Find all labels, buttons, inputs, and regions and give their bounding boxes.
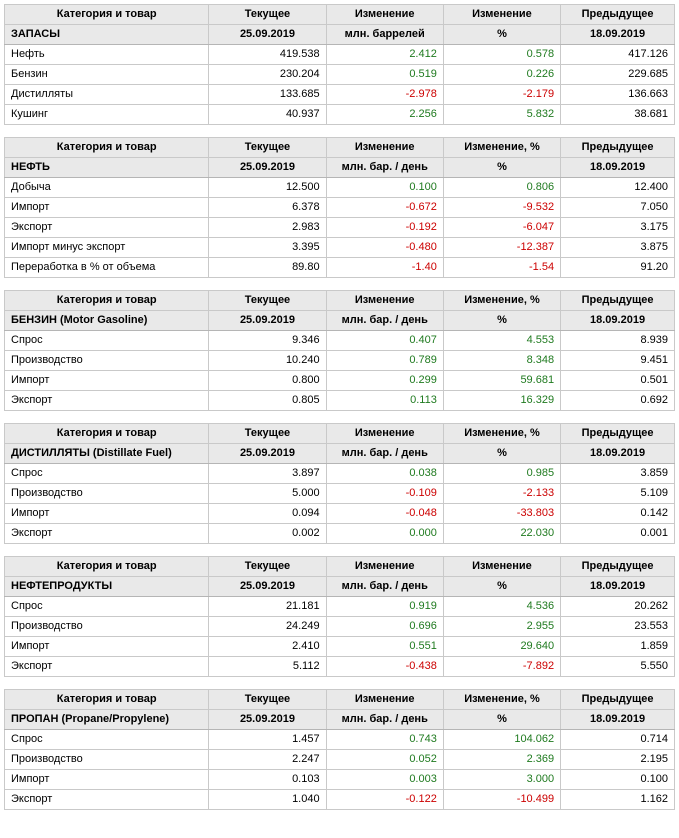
data-cell: 1.162 [561, 790, 675, 810]
subheader-cell: 25.09.2019 [209, 577, 326, 597]
data-cell: 38.681 [561, 105, 675, 125]
data-cell: -0.480 [326, 238, 443, 258]
column-header: Изменение [326, 690, 443, 710]
column-header: Изменение [326, 424, 443, 444]
row-label: Спрос [5, 331, 209, 351]
data-cell: 0.002 [209, 524, 326, 544]
column-header: Текущее [209, 690, 326, 710]
row-label: Дистилляты [5, 85, 209, 105]
row-label: Импорт [5, 371, 209, 391]
data-cell: 3.897 [209, 464, 326, 484]
table-header-row [5, 424, 675, 444]
row-label: Производство [5, 484, 209, 504]
data-cell: 5.832 [443, 105, 560, 125]
subheader-cell: млн. бар. / день [326, 158, 443, 178]
row-label: Экспорт [5, 218, 209, 238]
table-row [5, 657, 675, 677]
table-row [5, 178, 675, 198]
column-header: Категория и товар [5, 138, 209, 158]
table-subheader-row [5, 577, 675, 597]
row-label: Импорт [5, 637, 209, 657]
column-header: Предыдущее [561, 690, 675, 710]
row-label: Импорт [5, 198, 209, 218]
subheader-cell: % [443, 158, 560, 178]
table-row [5, 464, 675, 484]
subheader-cell: млн. бар. / день [326, 710, 443, 730]
table-header-row [5, 690, 675, 710]
data-cell: 24.249 [209, 617, 326, 637]
data-cell: 0.519 [326, 65, 443, 85]
table-row [5, 198, 675, 218]
column-header: Изменение, % [443, 138, 560, 158]
subheader-cell: 25.09.2019 [209, 710, 326, 730]
subheader-cell: 25.09.2019 [209, 25, 326, 45]
data-cell: 104.062 [443, 730, 560, 750]
data-cell: 20.262 [561, 597, 675, 617]
subheader-cell: % [443, 25, 560, 45]
data-cell: 0.299 [326, 371, 443, 391]
table-header-row [5, 138, 675, 158]
data-cell: 12.400 [561, 178, 675, 198]
table-header-row [5, 291, 675, 311]
data-cell: -0.672 [326, 198, 443, 218]
data-cell: 0.000 [326, 524, 443, 544]
data-cell: -0.109 [326, 484, 443, 504]
row-label: Экспорт [5, 391, 209, 411]
row-label: Спрос [5, 730, 209, 750]
data-cell: 22.030 [443, 524, 560, 544]
data-cell: -2.179 [443, 85, 560, 105]
data-cell: -2.978 [326, 85, 443, 105]
subheader-cell: млн. бар. / день [326, 577, 443, 597]
data-cell: 0.714 [561, 730, 675, 750]
data-cell: -0.438 [326, 657, 443, 677]
column-header: Предыдущее [561, 138, 675, 158]
subheader-cell: 18.09.2019 [561, 311, 675, 331]
data-cell: 136.663 [561, 85, 675, 105]
data-cell: -6.047 [443, 218, 560, 238]
data-cell: 16.329 [443, 391, 560, 411]
data-cell: 0.985 [443, 464, 560, 484]
data-cell: 417.126 [561, 45, 675, 65]
table-row [5, 238, 675, 258]
data-cell: 29.640 [443, 637, 560, 657]
table-row [5, 484, 675, 504]
table-subheader-row [5, 710, 675, 730]
data-cell: 5.109 [561, 484, 675, 504]
data-cell: 10.240 [209, 351, 326, 371]
data-cell: 9.451 [561, 351, 675, 371]
data-cell: 2.247 [209, 750, 326, 770]
table-header-row [5, 557, 675, 577]
row-label: Переработка в % от объема [5, 258, 209, 278]
subheader-cell: млн. баррелей [326, 25, 443, 45]
subheader-cell: 18.09.2019 [561, 158, 675, 178]
data-cell: 3.395 [209, 238, 326, 258]
table-row [5, 730, 675, 750]
row-label: Нефть [5, 45, 209, 65]
data-cell: 0.001 [561, 524, 675, 544]
data-cell: 0.743 [326, 730, 443, 750]
data-cell: 0.501 [561, 371, 675, 391]
column-header: Текущее [209, 291, 326, 311]
row-label: Производство [5, 351, 209, 371]
data-cell: -10.499 [443, 790, 560, 810]
column-header: Категория и товар [5, 690, 209, 710]
data-cell: 0.003 [326, 770, 443, 790]
subheader-cell: % [443, 311, 560, 331]
data-cell: 230.204 [209, 65, 326, 85]
column-header: Предыдущее [561, 5, 675, 25]
data-cell: 7.050 [561, 198, 675, 218]
row-label: Производство [5, 617, 209, 637]
subheader-cell: 18.09.2019 [561, 577, 675, 597]
row-label: Импорт [5, 504, 209, 524]
column-header: Изменение [443, 5, 560, 25]
category-title: БЕНЗИН (Motor Gasoline) [5, 311, 209, 331]
column-header: Текущее [209, 138, 326, 158]
column-header: Предыдущее [561, 557, 675, 577]
row-label: Спрос [5, 597, 209, 617]
table-subheader-row [5, 311, 675, 331]
data-cell: 23.553 [561, 617, 675, 637]
data-cell: 2.955 [443, 617, 560, 637]
data-cell: 419.538 [209, 45, 326, 65]
report-table [4, 290, 675, 411]
table-row [5, 45, 675, 65]
table-subheader-row [5, 444, 675, 464]
data-cell: 5.550 [561, 657, 675, 677]
table-row [5, 524, 675, 544]
subheader-cell: 25.09.2019 [209, 311, 326, 331]
subheader-cell: 18.09.2019 [561, 710, 675, 730]
data-cell: 0.226 [443, 65, 560, 85]
data-cell: 0.100 [326, 178, 443, 198]
data-cell: 91.20 [561, 258, 675, 278]
table-row [5, 790, 675, 810]
category-title: НЕФТЬ [5, 158, 209, 178]
data-cell: 4.536 [443, 597, 560, 617]
row-label: Кушинг [5, 105, 209, 125]
column-header: Категория и товар [5, 424, 209, 444]
data-cell: 5.000 [209, 484, 326, 504]
data-cell: 21.181 [209, 597, 326, 617]
data-cell: -0.192 [326, 218, 443, 238]
data-cell: -33.803 [443, 504, 560, 524]
subheader-cell: % [443, 444, 560, 464]
data-cell: 0.052 [326, 750, 443, 770]
data-cell: 5.112 [209, 657, 326, 677]
data-cell: -7.892 [443, 657, 560, 677]
data-cell: -9.532 [443, 198, 560, 218]
table-row [5, 258, 675, 278]
data-cell: 0.919 [326, 597, 443, 617]
table-row [5, 65, 675, 85]
report-table [4, 556, 675, 677]
table-row [5, 391, 675, 411]
subheader-cell: млн. бар. / день [326, 444, 443, 464]
data-cell: 40.937 [209, 105, 326, 125]
column-header: Текущее [209, 424, 326, 444]
category-title: ПРОПАН (Propane/Propylene) [5, 710, 209, 730]
table-row [5, 770, 675, 790]
category-title: ЗАПАСЫ [5, 25, 209, 45]
row-label: Производство [5, 750, 209, 770]
data-cell: 0.113 [326, 391, 443, 411]
data-cell: 0.100 [561, 770, 675, 790]
category-title: НЕФТЕПРОДУКТЫ [5, 577, 209, 597]
table-row [5, 504, 675, 524]
column-header: Категория и товар [5, 557, 209, 577]
data-cell: 2.983 [209, 218, 326, 238]
data-cell: -1.54 [443, 258, 560, 278]
column-header: Изменение [326, 5, 443, 25]
row-label: Экспорт [5, 657, 209, 677]
table-row [5, 331, 675, 351]
data-cell: 0.789 [326, 351, 443, 371]
row-label: Импорт минус экспорт [5, 238, 209, 258]
column-header: Предыдущее [561, 424, 675, 444]
subheader-cell: млн. бар. / день [326, 311, 443, 331]
table-subheader-row [5, 158, 675, 178]
data-cell: 2.369 [443, 750, 560, 770]
report-table [4, 4, 675, 125]
table-row [5, 637, 675, 657]
data-cell: -12.387 [443, 238, 560, 258]
table-header-row [5, 5, 675, 25]
column-header: Изменение [443, 557, 560, 577]
data-cell: 0.800 [209, 371, 326, 391]
data-cell: 0.094 [209, 504, 326, 524]
data-cell: 0.805 [209, 391, 326, 411]
table-row [5, 597, 675, 617]
data-cell: 3.175 [561, 218, 675, 238]
table-subheader-row [5, 25, 675, 45]
data-cell: 89.80 [209, 258, 326, 278]
subheader-cell: % [443, 710, 560, 730]
data-cell: 0.142 [561, 504, 675, 524]
subheader-cell: 18.09.2019 [561, 444, 675, 464]
data-cell: -0.048 [326, 504, 443, 524]
report-table [4, 423, 675, 544]
data-cell: 8.939 [561, 331, 675, 351]
column-header: Изменение [326, 291, 443, 311]
column-header: Изменение [326, 557, 443, 577]
table-row [5, 371, 675, 391]
data-cell: 1.040 [209, 790, 326, 810]
table-row [5, 85, 675, 105]
data-cell: 12.500 [209, 178, 326, 198]
data-cell: 2.410 [209, 637, 326, 657]
row-label: Импорт [5, 770, 209, 790]
row-label: Добыча [5, 178, 209, 198]
data-cell: 0.551 [326, 637, 443, 657]
column-header: Категория и товар [5, 291, 209, 311]
data-cell: 229.685 [561, 65, 675, 85]
data-cell: 6.378 [209, 198, 326, 218]
data-cell: 8.348 [443, 351, 560, 371]
data-cell: 1.859 [561, 637, 675, 657]
data-cell: 3.000 [443, 770, 560, 790]
subheader-cell: % [443, 577, 560, 597]
data-cell: -0.122 [326, 790, 443, 810]
report-table [4, 137, 675, 278]
table-row [5, 218, 675, 238]
column-header: Категория и товар [5, 5, 209, 25]
table-row [5, 105, 675, 125]
data-cell: 0.103 [209, 770, 326, 790]
subheader-cell: 25.09.2019 [209, 158, 326, 178]
column-header: Изменение [326, 138, 443, 158]
data-cell: 4.553 [443, 331, 560, 351]
data-cell: 0.578 [443, 45, 560, 65]
data-cell: 3.875 [561, 238, 675, 258]
data-cell: 2.195 [561, 750, 675, 770]
data-cell: -1.40 [326, 258, 443, 278]
data-cell: -2.133 [443, 484, 560, 504]
data-cell: 0.696 [326, 617, 443, 637]
data-cell: 0.038 [326, 464, 443, 484]
data-cell: 2.412 [326, 45, 443, 65]
row-label: Бензин [5, 65, 209, 85]
column-header: Изменение, % [443, 424, 560, 444]
subheader-cell: 18.09.2019 [561, 25, 675, 45]
column-header: Текущее [209, 5, 326, 25]
subheader-cell: 25.09.2019 [209, 444, 326, 464]
column-header: Текущее [209, 557, 326, 577]
row-label: Экспорт [5, 790, 209, 810]
data-cell: 0.806 [443, 178, 560, 198]
table-row [5, 617, 675, 637]
data-cell: 1.457 [209, 730, 326, 750]
report-table [4, 689, 675, 810]
column-header: Изменение, % [443, 690, 560, 710]
row-label: Спрос [5, 464, 209, 484]
data-cell: 59.681 [443, 371, 560, 391]
table-row [5, 750, 675, 770]
row-label: Экспорт [5, 524, 209, 544]
column-header: Предыдущее [561, 291, 675, 311]
category-title: ДИСТИЛЛЯТЫ (Distillate Fuel) [5, 444, 209, 464]
column-header: Изменение, % [443, 291, 560, 311]
data-cell: 133.685 [209, 85, 326, 105]
data-cell: 0.407 [326, 331, 443, 351]
table-row [5, 351, 675, 371]
data-cell: 2.256 [326, 105, 443, 125]
data-cell: 3.859 [561, 464, 675, 484]
data-cell: 0.692 [561, 391, 675, 411]
data-cell: 9.346 [209, 331, 326, 351]
